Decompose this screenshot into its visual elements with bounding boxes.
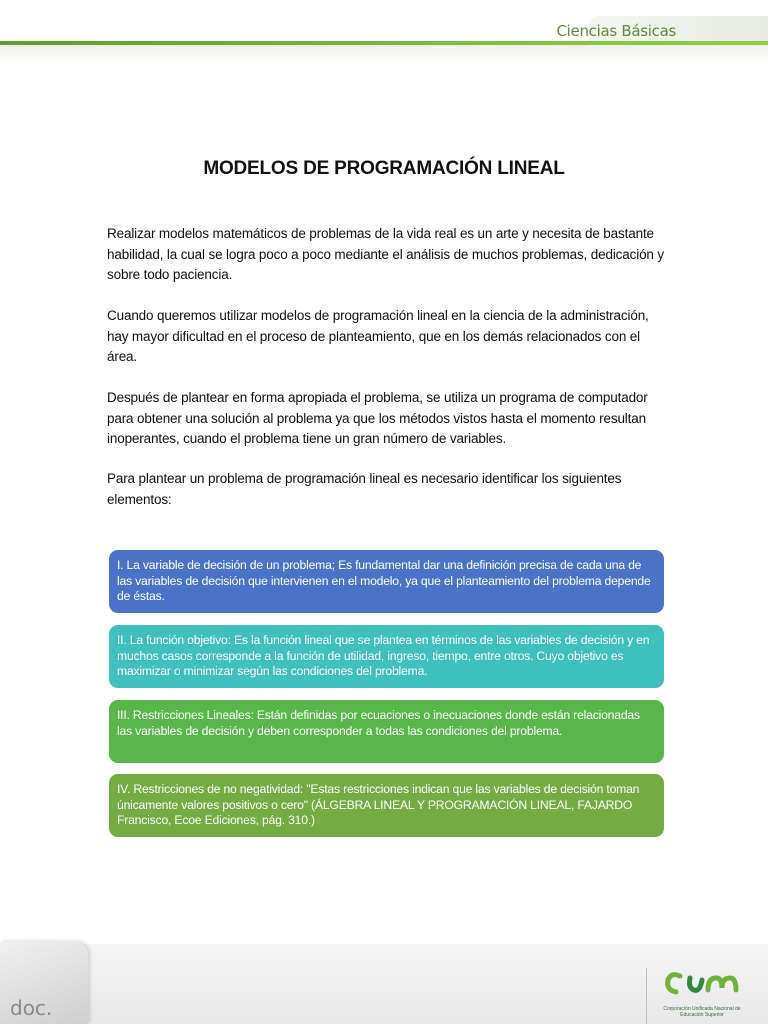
paragraph-1: Realizar modelos matemáticos de problemas de la vida real es un arte y necesita de bastante habilidad, la cual se logra poco a poco mediante el análisis de muchos problemas, dedicación y sobre todo paciencia. (107, 226, 664, 282)
paragraph-3: Después de plantear en forma apropiada el problema, se utiliza un programa de computador para obtener una solución al problema ya que los métodos vistos hasta el momento resultan inoperantes, cuando el problema tiene un gran número de variables. (107, 390, 648, 446)
cun-logo (646, 966, 756, 1024)
page-header (0, 0, 768, 50)
header-shade (0, 45, 768, 65)
page-title: MODELOS DE PROGRAMACIÓN LINEAL (203, 158, 565, 179)
element-card-objective-function: II. La función objetivo: Es la función lineal que se plantea en términos de las variables de decisión y en muchos casos corresponde a la función de utilidad, ingreso, tiempo, entre otros. Cuyo objetivo es maximizar o minimizar según las condiciones del problema. (109, 625, 664, 688)
paragraph-4: Para plantear un problema de programación lineal es necesario identificar los siguientes elementos: (107, 471, 622, 507)
cun-logo-icon (646, 966, 756, 1006)
paragraph-2: Cuando queremos utilizar modelos de programación lineal en la ciencia de la administración, hay mayor dificultad en el proceso de planteamiento, que en los demás relacionados con el área. (107, 308, 649, 364)
header-rule (0, 41, 768, 45)
header-brand: Ciencias Básicas (556, 22, 676, 40)
element-card-non-negativity: IV. Restricciones de no negatividad: "Estas restricciones indican que las variables de decisión toman únicamente valores positivos o cero" (ÁLGEBRA LINEAL Y PROGRAMACIÓN LINEAL, FAJARDO Francisco, Ecoe Ediciones, pág. 310.) (109, 774, 664, 837)
element-card-decision-variable: I. La variable de decisión de un problema; Es fundamental dar una definición precisa de cada una de las variables de decisión que intervienen en el modelo, ya que el planteamiento del problema depende de éstas. (109, 550, 664, 613)
element-card-linear-constraints: III. Restricciones Lineales: Están definidas por ecuaciones o inecuaciones donde están relacionadas las variables de decisión y deben corresponder a todas las condiciones del problema. (109, 700, 664, 763)
logo-caption: Corporación Unificada Nacional de Educación Superior (663, 1006, 741, 1018)
doc-label: doc. (10, 996, 53, 1020)
